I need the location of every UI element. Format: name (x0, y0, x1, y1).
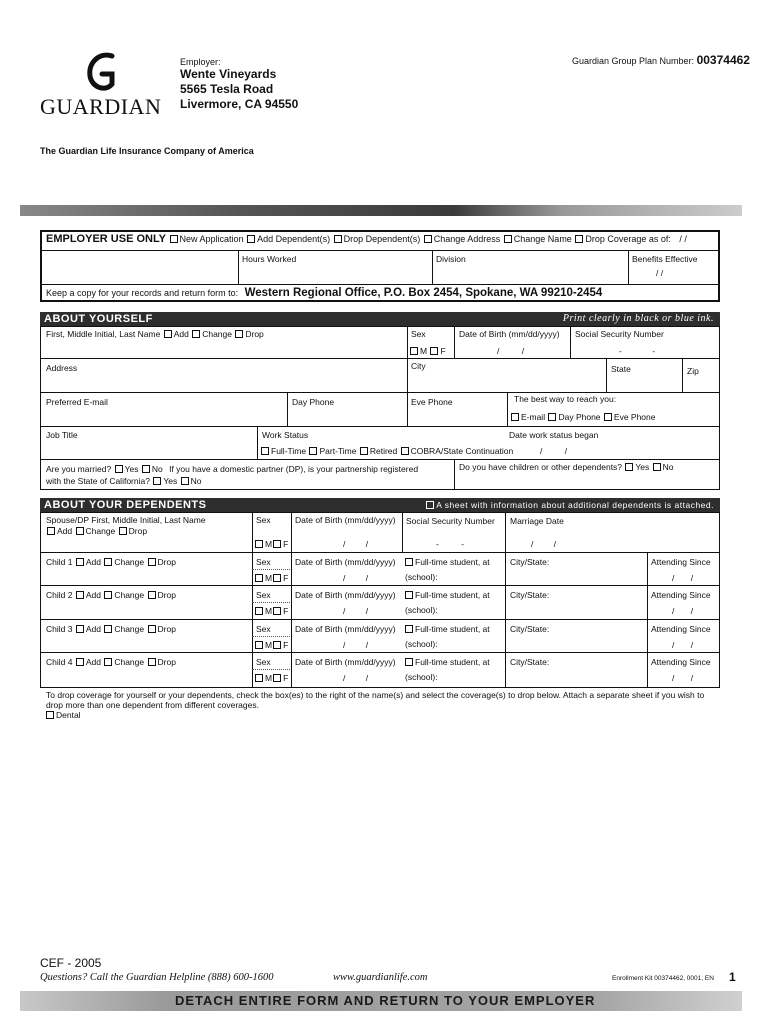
child-3-name[interactable]: Child 3 Add Change Drop (46, 624, 176, 634)
guardian-g-icon (82, 50, 122, 94)
checkbox[interactable] (548, 413, 556, 421)
city-field[interactable]: City (411, 361, 426, 371)
form-id: CEF - 2005 (40, 956, 102, 970)
checkbox[interactable] (142, 465, 150, 473)
website-link[interactable]: www.guardianlife.com (333, 972, 428, 983)
benefits-effective-field[interactable]: Benefits Effective (632, 254, 698, 264)
child-student[interactable]: Full-time student, at (404, 624, 490, 634)
divider (606, 358, 607, 392)
child-sex-label: Sex (256, 624, 271, 634)
ssn-label: Social Security Number (575, 329, 664, 339)
checkbox[interactable] (430, 347, 438, 355)
marriage-date-field[interactable]: / / (531, 539, 557, 549)
divider (407, 358, 408, 392)
child-dob-field[interactable]: / / (343, 673, 369, 683)
option-drop-coverage[interactable]: Drop Coverage as of: (574, 234, 671, 244)
ssn-field[interactable]: - - (619, 346, 656, 356)
child-1-name[interactable]: Child 1 Add Change Drop (46, 557, 176, 567)
child-dob-field[interactable]: / / (343, 640, 369, 650)
checkbox[interactable] (235, 330, 243, 338)
child-city-state-field[interactable]: City/State: (510, 557, 550, 567)
divider (407, 326, 408, 358)
checkbox[interactable] (653, 463, 661, 471)
checkbox[interactable] (424, 235, 432, 243)
option-add-dependents[interactable]: Add Dependent(s) (246, 234, 330, 244)
checkbox[interactable] (604, 413, 612, 421)
group-plan-number: 00374462 (696, 53, 750, 67)
divider (570, 326, 571, 358)
divider (40, 619, 720, 620)
divider (407, 392, 408, 426)
checkbox[interactable] (46, 711, 54, 719)
checkbox[interactable] (625, 463, 633, 471)
checkbox[interactable] (192, 330, 200, 338)
employer-address-2: Livermore, CA 94550 (180, 97, 299, 111)
option-drop-dependents[interactable]: Drop Dependent(s) (333, 234, 421, 244)
sex-options[interactable]: M F (409, 346, 446, 356)
dob-label: Date of Birth (mm/dd/yyyy) (459, 329, 560, 339)
child-dob-label: Date of Birth (mm/dd/yyyy) (295, 557, 396, 567)
child-sex-options[interactable]: M F (254, 573, 288, 583)
divider (40, 459, 720, 460)
checkbox[interactable] (405, 658, 413, 666)
divider (40, 284, 720, 285)
checkbox[interactable] (334, 235, 342, 243)
top-band (20, 205, 742, 216)
child-school-label: (school): (405, 639, 438, 649)
checkbox[interactable] (255, 574, 263, 582)
child-school-label: (school): (405, 672, 438, 682)
status-date-label: Date work status began (509, 430, 599, 440)
child-sex-options[interactable]: M F (254, 606, 288, 616)
child-attending-label: Attending Since (651, 590, 711, 600)
marriage-date-label: Marriage Date (510, 516, 564, 526)
dependents-header (40, 498, 720, 512)
divider (454, 459, 455, 490)
checkbox[interactable] (47, 527, 55, 535)
spouse-ssn-label: Social Security Number (406, 516, 495, 526)
checkbox[interactable] (104, 625, 112, 633)
additional-sheet-note[interactable]: A sheet with information about additional dependents is attached. (425, 498, 714, 512)
divider (454, 326, 455, 358)
sex-label: Sex (411, 329, 426, 339)
spouse-sex-options[interactable]: M F (254, 539, 288, 549)
dp-question[interactable]: with the State of California? Yes No (46, 476, 202, 486)
divider (252, 602, 290, 603)
checkbox[interactable] (273, 607, 281, 615)
employer-label: Employer: (180, 57, 221, 67)
child-city-state-field[interactable]: City/State: (510, 590, 550, 600)
checkbox[interactable] (76, 591, 84, 599)
checkbox[interactable] (410, 347, 418, 355)
checkbox[interactable] (426, 501, 434, 509)
checkbox[interactable] (153, 477, 161, 485)
checkbox[interactable] (119, 527, 127, 535)
option-change-name[interactable]: Change Name (503, 234, 572, 244)
work-status-label: Work Status (262, 430, 309, 440)
child-attending-field[interactable]: / / (672, 573, 694, 583)
checkbox[interactable] (405, 591, 413, 599)
divider (40, 652, 720, 653)
divider (257, 426, 258, 459)
child-dob-field[interactable]: / / (343, 606, 369, 616)
divider (402, 512, 403, 552)
group-plan-label: Guardian Group Plan Number: (572, 56, 695, 66)
checkbox[interactable] (76, 658, 84, 666)
logo-wordmark: GUARDIAN (40, 94, 162, 119)
day-phone-field[interactable]: Day Phone (292, 397, 335, 407)
benefits-effective-date[interactable]: / / (656, 268, 664, 278)
checkbox[interactable] (575, 235, 583, 243)
divider (682, 358, 683, 392)
checkbox[interactable] (261, 447, 269, 455)
status-date-field[interactable]: / / (540, 446, 568, 456)
child-2-name[interactable]: Child 2 Add Change Drop (46, 590, 176, 600)
guardian-logo (40, 50, 170, 122)
checkbox[interactable] (401, 447, 409, 455)
checkbox[interactable] (76, 558, 84, 566)
page-number: 1 (729, 970, 736, 984)
child-school-label: (school): (405, 605, 438, 615)
child-dob-field[interactable]: / / (343, 573, 369, 583)
best-way-options[interactable]: E-mail Day Phone Eve Phone (510, 412, 656, 422)
divider (507, 392, 508, 426)
child-student[interactable]: Full-time student, at (404, 557, 490, 567)
work-status-options[interactable]: Full-Time Part-Time Retired COBRA/State Continuation (260, 446, 513, 456)
dependents-title: ABOUT YOUR DEPENDENTS (44, 499, 207, 511)
hours-worked-field[interactable]: Hours Worked (242, 254, 297, 264)
child-dob-label: Date of Birth (mm/dd/yyyy) (295, 657, 396, 667)
employer-address-1: 5565 Tesla Road (180, 82, 274, 96)
name-field[interactable]: First, Middle Initial, Last Name Add Change Drop (46, 329, 264, 339)
checkbox[interactable] (504, 235, 512, 243)
checkbox[interactable] (115, 465, 123, 473)
divider (40, 358, 720, 359)
divider (287, 392, 288, 426)
child-dob-label: Date of Birth (mm/dd/yyyy) (295, 624, 396, 634)
checkbox[interactable] (76, 527, 84, 535)
child-sex-options[interactable]: M F (254, 640, 288, 650)
job-title-field[interactable]: Job Title (46, 430, 78, 440)
checkbox[interactable] (148, 558, 156, 566)
checkbox[interactable] (170, 235, 178, 243)
return-note: Keep a copy for your records and return form to: (46, 288, 239, 298)
employer-use-row (46, 233, 687, 245)
checkbox[interactable] (104, 558, 112, 566)
divider (40, 426, 720, 427)
child-sex-options[interactable]: M F (254, 673, 288, 683)
checkbox[interactable] (405, 625, 413, 633)
divider (628, 250, 629, 284)
checkbox[interactable] (104, 658, 112, 666)
checkbox[interactable] (255, 607, 263, 615)
child-sex-label: Sex (256, 590, 271, 600)
checkbox[interactable] (148, 625, 156, 633)
enrollment-kit: Enrollment Kit 00374462, 0001, EN (612, 975, 714, 982)
divider (40, 585, 720, 586)
checkbox[interactable] (148, 658, 156, 666)
divider (40, 392, 720, 393)
spouse-dob-field[interactable]: / / (343, 539, 369, 549)
checkbox[interactable] (309, 447, 317, 455)
employer-use-title: EMPLOYER USE ONLY (46, 233, 167, 245)
drop-coverage-note: To drop coverage for yourself or your dependents, check the box(es) to the right of the name(s) and select the coverage(s) to drop below. Attach a separate sheet if you wish to drop more than one dependent from different coverages. (46, 690, 705, 710)
child-city-state-field[interactable]: City/State: (510, 624, 550, 634)
print-note: Print clearly in black or blue ink. (562, 313, 714, 324)
checkbox[interactable] (148, 591, 156, 599)
child-student[interactable]: Full-time student, at (404, 590, 490, 600)
child-city-state-field[interactable]: City/State: (510, 657, 550, 667)
state-field[interactable]: State (611, 364, 631, 374)
return-instructions (46, 287, 602, 299)
checkbox[interactable] (405, 558, 413, 566)
best-way-label: The best way to reach you: (514, 394, 617, 404)
checkbox[interactable] (255, 641, 263, 649)
division-field[interactable]: Division (436, 254, 466, 264)
checkbox[interactable] (255, 674, 263, 682)
child-school-label: (school): (405, 572, 438, 582)
child-attending-field[interactable]: / / (672, 640, 694, 650)
spouse-actions[interactable]: Add Change Drop (46, 526, 147, 536)
divider (432, 250, 433, 284)
spouse-ssn-field[interactable]: - - (436, 539, 465, 549)
divider (252, 569, 290, 570)
detach-instruction: DETACH ENTIRE FORM AND RETURN TO YOUR EMPLOYER (175, 993, 596, 1008)
checkbox[interactable] (255, 540, 263, 548)
divider (647, 552, 648, 688)
checkbox[interactable] (360, 447, 368, 455)
child-sex-label: Sex (256, 657, 271, 667)
email-field[interactable]: Preferred E-mail (46, 397, 108, 407)
return-address: Western Regional Office, P.O. Box 2454, Spokane, WA 99210-2454 (244, 287, 603, 299)
children-question[interactable]: Do you have children or other dependents? Yes No (459, 462, 674, 472)
checkbox[interactable] (511, 413, 519, 421)
checkbox[interactable] (247, 235, 255, 243)
child-attending-field[interactable]: / / (672, 673, 694, 683)
child-attending-label: Attending Since (651, 624, 711, 634)
divider (40, 552, 720, 553)
child-dob-label: Date of Birth (mm/dd/yyyy) (295, 590, 396, 600)
group-plan (572, 53, 750, 67)
divider (505, 512, 506, 688)
option-new-application[interactable]: New Application (169, 234, 244, 244)
dental-option[interactable]: Dental (45, 710, 81, 720)
child-4-name[interactable]: Child 4 Add Change Drop (46, 657, 176, 667)
dob-field[interactable]: / / (497, 346, 525, 356)
divider (252, 669, 290, 670)
spouse-dob-label: Date of Birth (mm/dd/yyyy) (295, 515, 396, 525)
address-field[interactable]: Address (46, 363, 78, 373)
drop-coverage-date[interactable]: / / (679, 234, 687, 244)
checkbox[interactable] (164, 330, 172, 338)
checkbox[interactable] (273, 540, 281, 548)
marital-question[interactable]: Are you married? Yes No If you have a domestic partner (DP), is your partnership registered (46, 464, 419, 474)
child-student[interactable]: Full-time student, at (404, 657, 490, 667)
company-name: The Guardian Life Insurance Company of America (40, 146, 254, 156)
divider (40, 250, 720, 251)
employer-name: Wente Vineyards (180, 67, 277, 81)
checkbox[interactable] (104, 591, 112, 599)
checkbox[interactable] (273, 674, 281, 682)
child-attending-label: Attending Since (651, 657, 711, 667)
eve-phone-field[interactable]: Eve Phone (411, 397, 453, 407)
spouse-sex-label: Sex (256, 515, 271, 525)
child-attending-field[interactable]: / / (672, 606, 694, 616)
checkbox[interactable] (273, 574, 281, 582)
child-sex-label: Sex (256, 557, 271, 567)
checkbox[interactable] (273, 641, 281, 649)
about-yourself-title: ABOUT YOURSELF (44, 313, 153, 325)
divider (238, 250, 239, 284)
divider (291, 512, 292, 688)
about-yourself-header (40, 312, 720, 326)
option-change-address[interactable]: Change Address (423, 234, 501, 244)
checkbox[interactable] (76, 625, 84, 633)
divider (252, 636, 290, 637)
checkbox[interactable] (181, 477, 189, 485)
divider (252, 512, 253, 688)
spouse-name-label: Spouse/DP First, Middle Initial, Last Name (46, 515, 206, 525)
child-attending-label: Attending Since (651, 557, 711, 567)
zip-field[interactable]: Zip (687, 366, 699, 376)
helpline: Questions? Call the Guardian Helpline (888) 600-1600 (40, 972, 274, 983)
